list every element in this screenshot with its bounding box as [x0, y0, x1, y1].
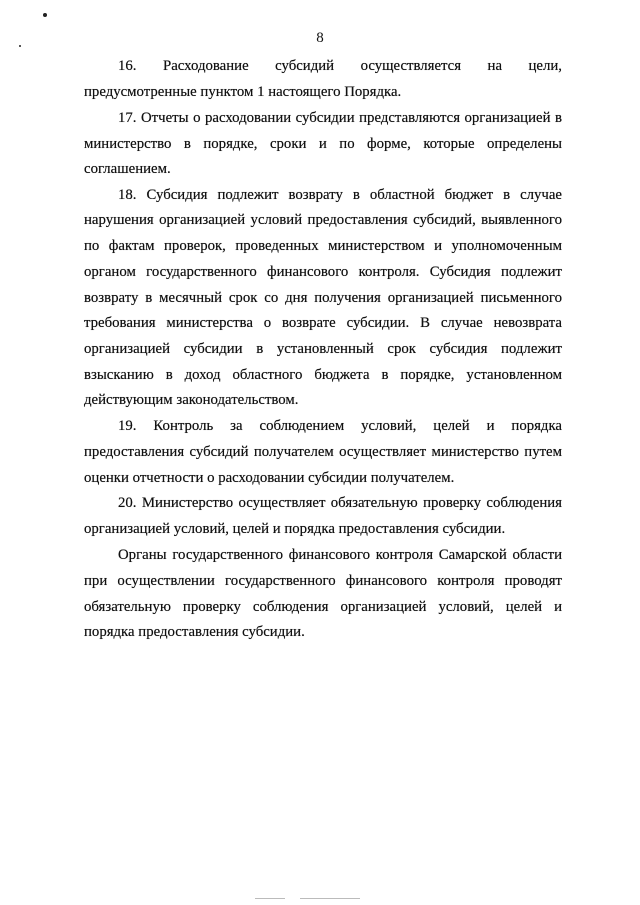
text-line: 19. Контроль за соблюдением условий, целей и порядка [118, 418, 562, 434]
text-line: министерство в порядке, сроки и по форме, которые определены [84, 136, 562, 152]
text-line: нарушения организацией условий предоставления субсидий, выявленного [84, 212, 562, 228]
text-line: организацией условий, целей и порядка предоставления субсидии. [84, 521, 506, 537]
text-line: предоставления субсидий получателем осуществляет министерство путем [84, 444, 562, 460]
text-line: 18. Субсидия подлежит возврату в областной бюджет в случае [118, 187, 562, 203]
text-line: 17. Отчеты о расходовании субсидии представляются организацией в [118, 110, 562, 126]
text-line: при осуществлении государственного финансового контроля проводят [84, 573, 562, 589]
text-line: по фактам проверок, проведенных министерством и уполномоченным [84, 238, 562, 254]
text-line: предусмотренные пунктом 1 настоящего Порядка. [84, 84, 402, 100]
text-line: требования министерства о возврате субсидии. В случае невозврата [84, 315, 562, 331]
text-line: оценки отчетности о расходовании субсидии получателем. [84, 470, 455, 486]
text-line: 20. Министерство осуществляет обязательную проверку соблюдения [118, 495, 562, 511]
page-number: 8 [316, 30, 324, 46]
text-line: Органы государственного финансового контроля Самарской области [118, 547, 562, 563]
scan-artifact [255, 898, 285, 899]
scan-artifact [300, 898, 360, 899]
scan-artifact [43, 13, 47, 17]
text-line: обязательную проверку соблюдения организацией условий, целей и [84, 599, 562, 615]
text-line: 16. Расходование субсидий осуществляется на цели, [118, 58, 562, 74]
text-line: порядка предоставления субсидии. [84, 624, 305, 640]
text-line: организацией субсидии в установленный срок субсидия подлежит [84, 341, 562, 357]
text-line: действующим законодательством. [84, 392, 299, 408]
text-line: соглашением. [84, 161, 171, 177]
text-line: возврату в месячный срок со дня получения организацией письменного [84, 290, 562, 306]
text-line: взысканию в доход областного бюджета в порядке, установленном [84, 367, 562, 383]
text-line: органом государственного финансового контроля. Субсидия подлежит [84, 264, 562, 280]
